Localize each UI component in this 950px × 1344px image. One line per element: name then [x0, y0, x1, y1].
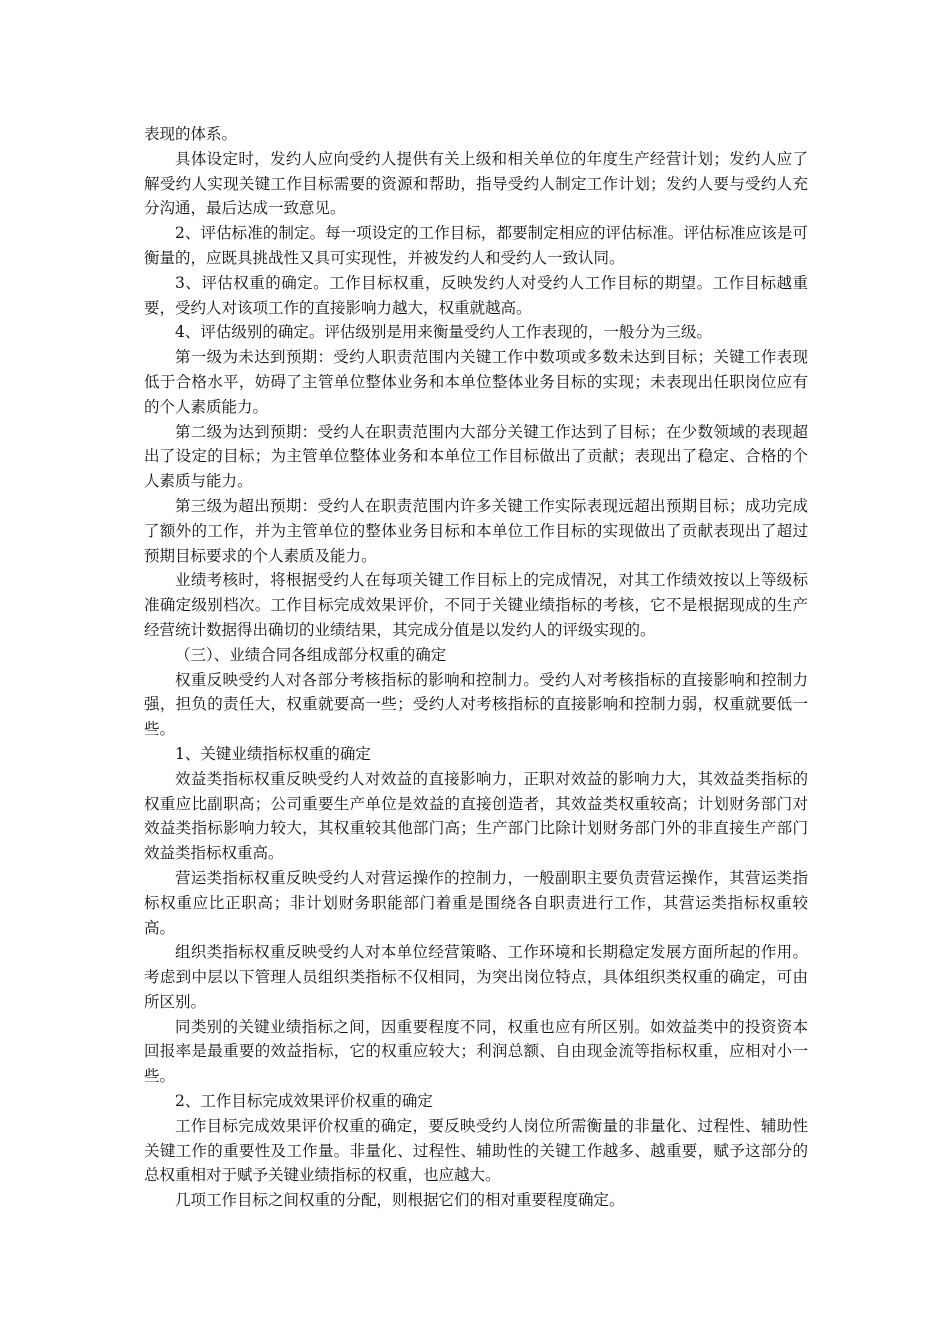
paragraph-evaluation-weight: 3、评估权重的确定。工作目标权重，反映发约人对受约人工作目标的期望。工作目标越重要，受约人对该项工作的直接影响力越大，权重就越高。: [144, 273, 808, 317]
paragraph-evaluation-level: 4、评估级别的确定。评估级别是用来衡量受约人工作表现的，一般分为三级。: [175, 323, 712, 342]
document-body: [144, 122, 808, 1213]
paragraph-continuation: 表现的体系。: [144, 125, 238, 143]
paragraph-evaluation-standard: 2、评估标准的制定。每一项设定的工作目标，都要制定相应的评估标准。评估标准应该是可衡量的，应既具挑战性又具可实现性，并被发约人和受约人一致认同。: [144, 224, 808, 267]
paragraph-weight-meaning: 权重反映受约人对各部分考核指标的影响和控制力。受约人对考核指标的直接影响和控制力强，担负的责任大，权重就要高一些；受约人对考核指标的直接影响和控制力弱，权重就要低一些。: [144, 670, 808, 739]
paragraph-efficiency-weight: 效益类指标权重反映受约人对效益的直接影响力，正职对效益的影响力大，其效益类指标的权重应比副职高；公司重要生产单位是效益的直接创造者，其效益类权重较高；计划财务部门对效益类指标影响力较大，其权重较其他部门高；生产部门比除计划财务部门外的非直接生产部门效益类指标权重高。: [144, 769, 808, 863]
paragraph-specific-setting: 具体设定时，发约人应向受约人提供有关上级和相关单位的年度生产经营计划；发约人应了解受约人实现关键工作目标需要的资源和帮助，指导受约人制定工作计划；发约人要与受约人充分沟通，最后达成一致意见。: [144, 149, 808, 218]
section-heading-weights: （三）、业绩合同各组成部分权重的确定: [175, 645, 447, 664]
paragraph-same-category-weight: 同类别的关键业绩指标之间，因重要程度不同，权重也应有所区别。如效益类中的投资资本回报率是最重要的效益指标，它的权重应较大；利润总额、自由现金流等指标权重，应相对小一些。: [144, 1017, 808, 1086]
paragraph-level-three: 第三级为超出预期：受约人在职责范围内许多关键工作实际表现远超出预期目标；成功完成了额外的工作，并为主管单位的整体业务目标和本单位工作目标的实现做出了贡献表现出了超过预期目标要求的个人素质及能力。: [144, 496, 808, 565]
paragraph-weight-distribution: 几项工作目标之间权重的分配，则根据它们的相对重要程度确定。: [175, 1191, 625, 1210]
paragraph-operation-weight: 营运类指标权重反映受约人对营运操作的控制力，一般副职主要负责营运操作，其营运类指标权重应比正职高；非计划财务职能部门着重是围绕各自职责进行工作，其营运类指标权重较高。: [144, 868, 808, 937]
subheading-kpi-weight: 1、关键业绩指标权重的确定: [175, 744, 371, 763]
paragraph-level-one: 第一级为未达到预期：受约人职责范围内关键工作中数项或多数未达到目标；关键工作表现低于合格水平，妨碍了主管单位整体业务和本单位整体业务目标的实现；未表现出任职岗位应有的个人素质能力。: [144, 348, 808, 416]
subheading-target-evaluation-weight: 2、工作目标完成效果评价权重的确定: [175, 1092, 433, 1111]
paragraph-level-two: 第二级为达到预期：受约人在职责范围内大部分关键工作达到了目标；在少数领域的表现超出了设定的目标；为主管单位整体业务和本单位工作目标做出了贡献；表现出了稳定、合格的个人素质与能力。: [144, 422, 808, 491]
paragraph-performance-review: 业绩考核时，将根据受约人在每项关键工作目标上的完成情况，对其工作绩效按以上等级标准确定级别档次。工作目标完成效果评价，不同于关键业绩指标的考核，它不是根据现成的生产经营统计数据得出确切的业绩结果，其完成分值是以发约人的评级实现的。: [144, 571, 808, 639]
paragraph-target-evaluation-weight: 工作目标完成效果评价权重的确定，要反映受约人岗位所需衡量的非量化、过程性、辅助性关键工作的重要性及工作量。非量化、过程性、辅助性的关键工作越多、越重要，赋予这部分的总权重相对于赋予关键业绩指标的权重，也应越大。: [144, 1116, 808, 1185]
paragraph-organization-weight: 组织类指标权重反映受约人对本单位经营策略、工作环境和长期稳定发展方面所起的作用。考虑到中层以下管理人员组织类指标不仅相同，为突出岗位特点，具体组织类权重的确定，可由所区别。: [144, 943, 808, 1011]
